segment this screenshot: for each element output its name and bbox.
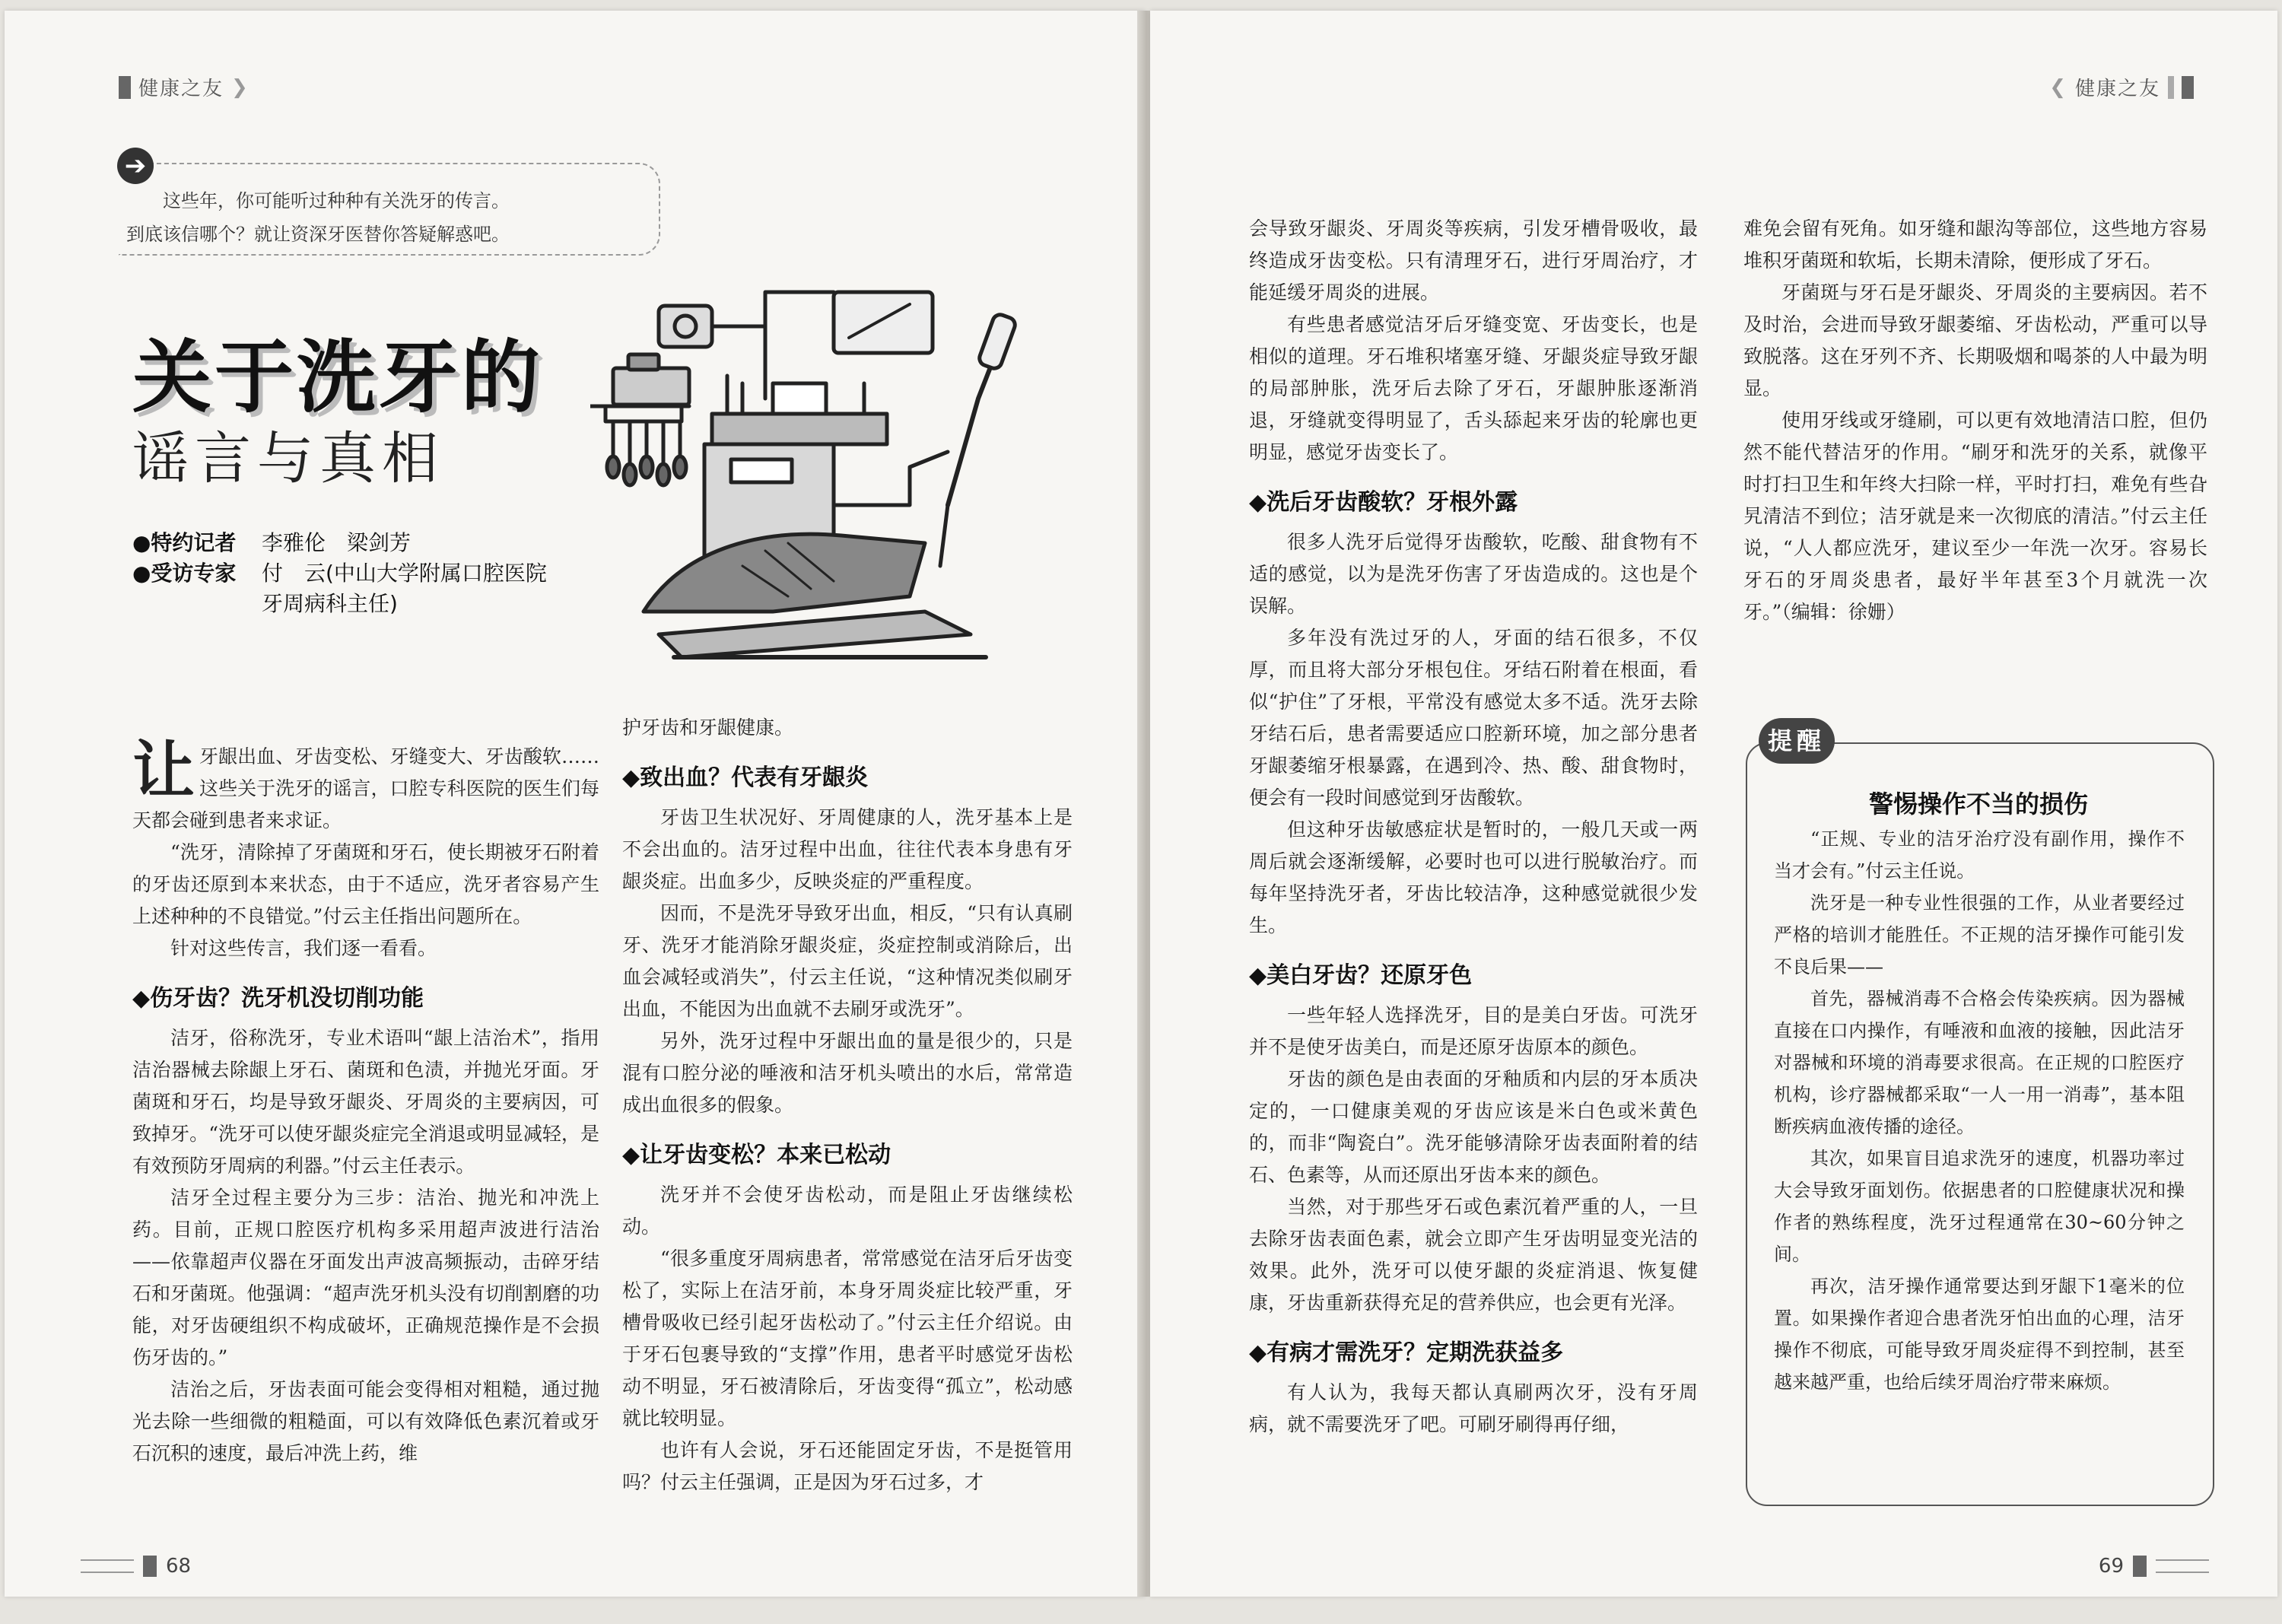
footer-bar-icon (2133, 1556, 2147, 1577)
reminder-paragraph: 再次，洁牙操作通常要达到牙龈下1毫米的位置。如果操作者迎合患者洗牙怕出血的心理，洁牙操作不彻底，可能导致牙周炎症得不到控制，甚至越来越严重，也给后续牙周治疗带来麻烦。 (1774, 1276, 2185, 1393)
reminder-paragraph: 洗牙是一种专业性很强的工作，从业者要经过严格的培训才能胜任。不正规的洁牙操作可能引发不良后果—— (1774, 892, 2185, 977)
section-heading: ◆洗后牙齿酸软？牙根外露 (1249, 489, 1518, 516)
lead-text: 牙龈出血、牙齿变松、牙缝变大、牙齿酸软……这些关于洗牙的谣言，口腔专科医院的医生们每天都会碰到患者来求证。 (132, 745, 599, 831)
header-bar-icon (2168, 76, 2174, 99)
byline-label: ●特约记者 (132, 530, 237, 555)
body-paragraph: 另外，洗牙过程中牙龈出血的量是很少的，只是混有口腔分泌的唾液和洁牙机头喷出的水后，常常造成出血很多的假象。 (622, 1030, 1073, 1116)
page-number: 68 (166, 1555, 192, 1578)
left-page (5, 11, 1146, 1597)
page-number: 69 (2098, 1555, 2124, 1578)
byline-value: 李雅伦 梁剑芳 (262, 530, 412, 555)
body-paragraph: 但这种牙齿敏感症状是暂时的，一般几天或一两周后就会逐渐缓解，必要时也可以进行脱敏治疗。而每年坚持洗牙者，牙齿比较洁净，这种感觉就很少发生。 (1249, 818, 1698, 936)
right-column-2 (1743, 213, 2207, 628)
section-heading: ◆致出血？代表有牙龈炎 (622, 764, 869, 791)
body-paragraph: 当然，对于那些牙石或色素沉着严重的人，一旦去除牙齿表面色素，就会立即产生牙齿明显变光洁的效果。此外，洗牙可以使牙龈的炎症消退、恢复健康，牙齿重新获得充足的营养供应，也会更有光泽。 (1249, 1196, 1698, 1314)
intro-line-1: 这些年，你可能听过种种有关洗牙的传言。 (163, 190, 510, 211)
body-paragraph: 很多人洗牙后觉得牙齿酸软，吃酸、甜食物有不适的感觉，以为是洗牙伤害了牙齿造成的。这也是个误解。 (1249, 531, 1698, 617)
intro-line-2: 到底该信哪个？就让资深牙医替你答疑解惑吧。 (126, 224, 510, 245)
body-paragraph: 有人认为，我每天都认真刷两次牙，没有牙周病，就不需要洗牙了吧。可刷牙刷得再仔细， (1249, 1381, 1698, 1435)
ornament-icon (2156, 1559, 2209, 1573)
reminder-tag: 提醒 (1759, 718, 1835, 764)
dental-chair-illustration (590, 277, 1062, 703)
byline-label: ●受访专家 (132, 561, 237, 586)
byline-row (132, 528, 551, 558)
reminder-body (1774, 823, 2185, 1398)
body-paragraph: 洁牙，俗称洗牙，专业术语叫“龈上洁治术”，指用洁治器械去除龈上牙石、菌斑和色渍，并抛光牙面。牙菌斑和牙石，均是导致牙龈炎、牙周炎的主要病因，可致掉牙。“洗牙可以使牙龈炎症完全消退或明显减轻，是有效预防牙周病的利器。”付云主任表示。 (132, 1027, 599, 1177)
left-column-1 (132, 735, 599, 1470)
article-title-line-1: 关于洗牙的 (132, 331, 544, 424)
continued-text: 会导致牙龈炎、牙周炎等疾病，引发牙槽骨吸收，最终造成牙齿变松。只有清理牙石，进行牙周治疗，才能延缓牙周炎的进展。 (1249, 218, 1698, 304)
body-paragraph: 有些患者感觉洁牙后牙缝变宽、牙齿变长，也是相似的道理。牙石堆积堵塞牙缝、牙龈炎症导致牙龈的局部肿胀，洗牙后去除了牙石，牙龈肿胀逐渐消退，牙缝就变得明显了，舌头舔起来牙齿的轮廓也更明显，感觉牙齿变长了。 (1249, 313, 1698, 463)
chevron-left-icon: ❮ (2049, 75, 2067, 99)
right-column-1 (1249, 213, 1698, 1441)
header-bar-icon (119, 76, 131, 99)
left-running-header (119, 73, 249, 101)
body-paragraph: 洁牙全过程主要分为三步：洁治、抛光和冲洗上药。目前，正规口腔医疗机构多采用超声波进行洁治——依靠超声仪器在牙面发出声波高频振动，击碎牙结石和牙菌斑。他强调：“超声洗牙机头没有切削割磨的功能，对牙齿硬组织不构成破坏，正确规范操作是不会损伤牙齿的。” (132, 1187, 599, 1368)
continued-text: 护牙齿和牙龈健康。 (622, 717, 794, 739)
right-page (1150, 11, 2277, 1597)
right-running-header (2049, 73, 2194, 101)
reminder-paragraph: “正规、专业的洁牙治疗没有副作用，操作不当才会有。”付云主任说。 (1774, 828, 2185, 882)
body-paragraph: 多年没有洗过牙的人，牙面的结石很多，不仅厚，而且将大部分牙根包住。牙结石附着在根面，看似“护住”了牙根，平常没有感觉太多不适。洗牙去除牙结石后，患者需要适应口腔新环境，加之部分患者牙龈萎缩牙根暴露，在遇到冷、热、酸、甜食物时，便会有一段时间感觉到牙齿酸软。 (1249, 627, 1698, 809)
lead-paragraph (132, 735, 599, 837)
body-paragraph: 使用牙线或牙缝刷，可以更有效地清洁口腔，但仍然不能代替洁牙的作用。“刷牙和洗牙的关系，就像平时打扫卫生和年终大扫除一样，平时打扫，难免有些旮旯清洁不到位；洁牙就是来一次彻底的清洁。”付云主任说，“人人都应洗牙，建议至少一年洗一次牙。容易长牙石的牙周炎患者，最好半年甚至3个月就洗一次牙。”（编辑：徐姗） (1743, 409, 2207, 623)
footer-bar-icon (143, 1556, 157, 1577)
left-column-2 (622, 712, 1073, 1498)
body-paragraph: “很多重度牙周病患者，常常感觉在洁牙后牙齿变松了，实际上在洁牙前，本身牙周炎症比较严重，牙槽骨吸收已经引起牙齿松动了。”付云主任介绍说。由于牙石包裹导致的“支撑”作用，患者平时感觉牙齿松动不明显，牙石被清除后，牙齿变得“孤立”，松动感就比较明显。 (622, 1247, 1073, 1429)
body-paragraph: 也许有人会说，牙石还能固定牙齿，不是挺管用吗？付云主任强调，正是因为牙石过多，才 (622, 1439, 1073, 1493)
right-footer (2099, 1555, 2209, 1578)
section-heading: ◆美白牙齿？还原牙色 (1249, 962, 1473, 989)
body-paragraph: 牙齿的颜色是由表面的牙釉质和内层的牙本质决定的，一口健康美观的牙齿应该是米白色或米黄色的，而非“陶瓷白”。洗牙能够清除牙齿表面附着的结石、色素等，从而还原出牙齿本来的颜色。 (1249, 1068, 1698, 1186)
arrow-right-icon: ➔ (117, 148, 154, 184)
right-header-text: 健康之友 (2074, 78, 2160, 100)
intro-text (126, 184, 613, 251)
article-title-line-2: 谣言与真相 (132, 426, 444, 491)
left-header-text: 健康之友 (138, 78, 224, 100)
body-paragraph: 洁治之后，牙齿表面可能会变得相对粗糙，通过抛光去除一些细微的粗糙面，可以有效降低色素沉着或牙石沉积的速度，最后冲洗上药，维 (132, 1378, 599, 1464)
section-heading: ◆伤牙齿？洗牙机没切削功能 (132, 985, 424, 1012)
left-footer (81, 1555, 191, 1578)
reminder-paragraph: 其次，如果盲目追求洗牙的速度，机器功率过大会导致牙面划伤。依据患者的口腔健康状况和操作者的熟练程度，洗牙过程通常在30~60分钟之间。 (1774, 1148, 2185, 1265)
header-bar-icon (2182, 76, 2194, 99)
body-paragraph: 一些年轻人选择洗牙，目的是美白牙齿。可洗牙并不是使牙齿美白，而是还原牙齿原本的颜色。 (1249, 1004, 1698, 1058)
byline-block (132, 528, 551, 619)
reminder-title: 警惕操作不当的损伤 (1868, 790, 2088, 818)
body-paragraph: 牙菌斑与牙石是牙龈炎、牙周炎的主要病因。若不及时治，会进而导致牙龈萎缩、牙齿松动，严重可以导致脱落。这在牙列不齐、长期吸烟和喝茶的人中最为明显。 (1743, 281, 2207, 399)
body-paragraph: 因而，不是洗牙导致牙出血，相反，“只有认真刷牙、洗牙才能消除牙龈炎症，炎症控制或消除后，出血会减轻或消失”，付云主任说，“这种情况类似刷牙出血，不能因为出血就不去刷牙或洗牙”。 (622, 902, 1073, 1020)
body-paragraph: 洗牙并不会使牙齿松动，而是阻止牙齿继续松动。 (622, 1184, 1073, 1238)
reminder-paragraph: 首先，器械消毒不合格会传染疾病。因为器械直接在口内操作，有唾液和血液的接触，因此洁牙对器械和环境的消毒要求很高。在正规的口腔医疗机构，诊疗器械都采取“一人一用一消毒”，基本阻断疾病血液传播的途径。 (1774, 988, 2185, 1137)
body-paragraph: 牙齿卫生状况好、牙周健康的人，洗牙基本上是不会出血的。洁牙过程中出血，往往代表本身患有牙龈炎症。出血多少，反映炎症的严重程度。 (622, 806, 1073, 892)
section-heading: ◆让牙齿变松？本来已松动 (622, 1142, 892, 1168)
drop-cap: 让 (132, 735, 195, 807)
section-heading: ◆有病才需洗牙？定期洗获益多 (1249, 1340, 1564, 1366)
body-paragraph: 针对这些传言，我们逐一看看。 (170, 937, 437, 959)
body-paragraph: “洗牙，清除掉了牙菌斑和牙石，使长期被牙石附着的牙齿还原到本来状态，由于不适应，洗牙者容易产生上述种种的不良错觉。”付云主任指出问题所在。 (132, 841, 599, 927)
ornament-icon (81, 1559, 134, 1573)
continued-text: 难免会留有死角。如牙缝和龈沟等部位，这些地方容易堆积牙菌斑和软垢，长期未清除，便形成了牙石。 (1743, 218, 2207, 272)
chevron-right-icon: ❯ (231, 75, 249, 99)
byline-row (132, 558, 551, 619)
byline-value: 付 云(中山大学附属口腔医院牙周病科主任) (262, 561, 547, 616)
